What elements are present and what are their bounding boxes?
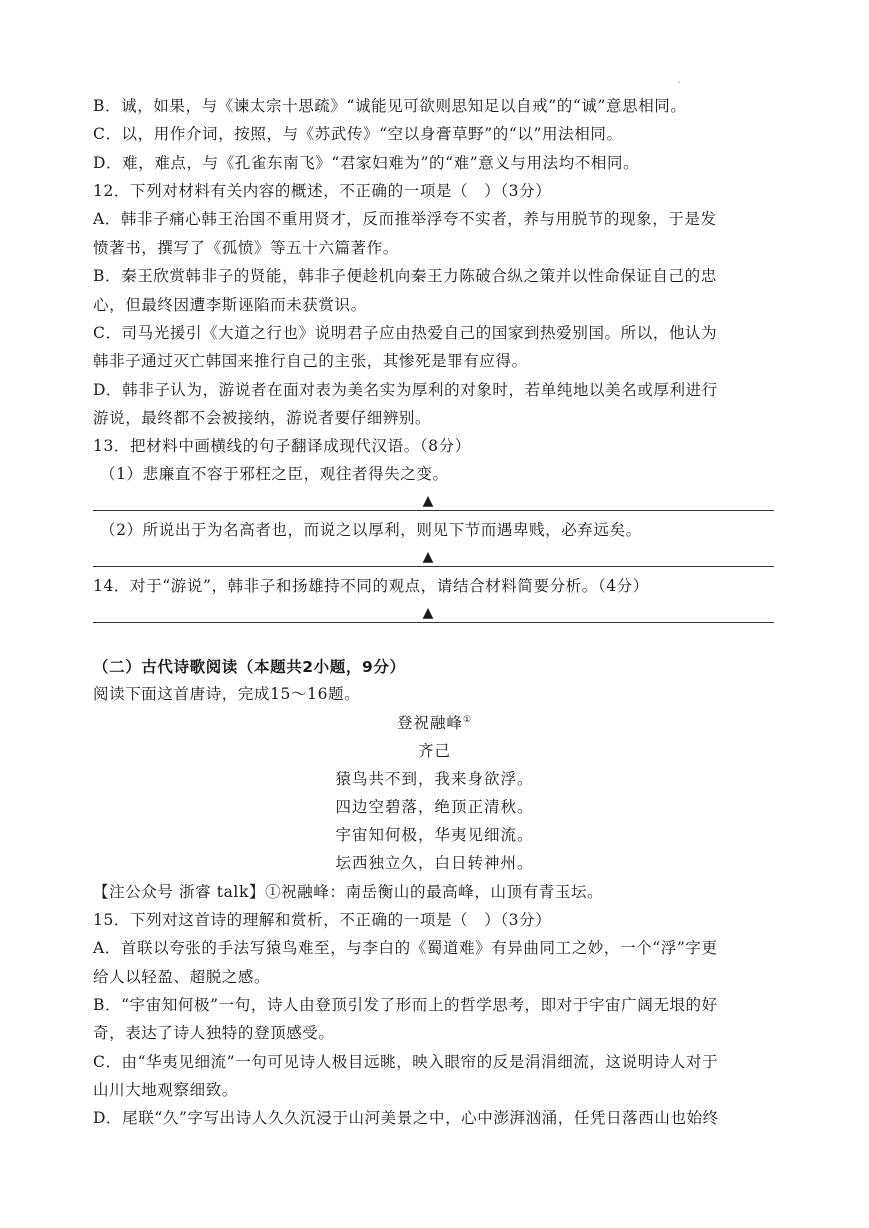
option-c-q15-line1: C．由“华夷见细流”一句可见诗人极目远眺，映入眼帘的反是涓涓细流，这说明诗人对于	[93, 1053, 719, 1071]
answer-line[interactable]	[93, 566, 774, 567]
option-d-q15-line1: D．尾联“久”字写出诗人久久沉浸于山河美景之中，心中澎湃汹涌，任凭日落西山也始终	[93, 1109, 719, 1127]
answer-marker: ▲	[422, 549, 434, 565]
page-mark: '	[678, 80, 681, 89]
poem-verse: 宇宙知何极，华夷见细流。	[335, 826, 534, 844]
answer-line[interactable]	[93, 622, 774, 623]
answer-marker: ▲	[422, 493, 434, 509]
option-b-q15-line1: B．“宇宙知何极”一句，诗人由登顶引发了形而上的哲学思考，即对于宇宙广阔无垠的好	[93, 996, 718, 1014]
question-12: 12．下列对材料有关内容的概述，不正确的一项是（ ）（3分）	[93, 182, 552, 200]
answer-line[interactable]	[93, 510, 774, 511]
poem-title: 登祝融峰①	[396, 714, 473, 732]
option-d-q12-line1: D．韩非子认为，游说者在面对表为美名实为厚利的对象时，若单纯地以美名或厚利进行	[93, 381, 718, 399]
option-c-q15-line2: 山川大地观察细致。	[93, 1081, 238, 1099]
option-b-q15-line2: 奇，表达了诗人独特的登顶感受。	[93, 1024, 335, 1042]
option-b-q12-line1: B．秦王欣赏韩非子的贤能，韩非子便趁机向秦王力陈破合纵之策并以性命保证自己的忠	[93, 267, 717, 285]
option-c-q12-line2: 韩非子通过灭亡韩国来推行自己的主张，其惨死是罪有应得。	[93, 352, 528, 370]
poem-author: 齐己	[417, 742, 451, 760]
section-heading: （二）古代诗歌阅读（本题共2小题，9分）	[93, 658, 406, 676]
poem-verse: 四边空碧落，绝顶正清秋。	[335, 798, 534, 816]
poem-verse: 猿鸟共不到，我来身欲浮。	[335, 770, 534, 788]
question-13-part2: （2）所说出于为名高者也，而说之以厚利，则见下节而遇卑贱，必弃远矣。	[100, 521, 642, 539]
option-a-q15-line2: 给人以轻盈、超脱之感。	[93, 968, 271, 986]
poem-footnote: 【注公众号 浙睿 talk】①祝融峰：南岳衡山的最高峰，山顶有青玉坛。	[93, 883, 604, 901]
option-b-q12-line2: 心，但最终因遭李斯诬陷而未获赏识。	[93, 296, 367, 314]
question-14: 14．对于“游说”，韩非子和扬雄持不同的观点，请结合材料简要分析。（4分）	[93, 577, 649, 595]
question-13: 13．把材料中画横线的句子翻译成现代汉语。（8分）	[93, 437, 471, 455]
answer-marker: ▲	[422, 605, 434, 621]
option-c-q11: C．以，用作介词，按照，与《苏武传》“空以身膏草野”的“以”用法相同。	[93, 125, 623, 143]
option-a-q12-line1: A．韩非子痛心韩王治国不重用贤才，反而推举浮夸不实者，养与用脱节的现象，于是发	[93, 210, 717, 228]
option-a-q12-line2: 愤著书，撰写了《孤愤》等五十六篇著作。	[93, 239, 399, 257]
option-d-q11: D．难，难点，与《孔雀东南飞》“君家妇难为”的“难”意义与用法均不相同。	[93, 154, 640, 172]
reading-instruction: 阅读下面这首唐诗，完成15～16题。	[93, 685, 361, 703]
question-13-part1: （1）悲廉直不容于邪枉之臣，观往者得失之变。	[100, 465, 449, 483]
option-b-q11: B．诚，如果，与《谏太宗十思疏》“诚能见可欲则思知足以自戒”的“诚”意思相同。	[93, 97, 687, 115]
option-a-q15-line1: A．首联以夸张的手法写猿鸟难至，与李白的《蜀道难》有异曲同工之妙，一个“浮”字更	[93, 939, 718, 957]
option-d-q12-line2: 游说，最终都不会被接纳，游说者要仔细辨别。	[93, 409, 432, 427]
poem-verse: 坛西独立久，白日转神州。	[335, 854, 534, 872]
question-15: 15．下列对这首诗的理解和赏析，不正确的一项是（ ）（3分）	[93, 911, 552, 929]
footnote-mark: ①	[462, 714, 473, 725]
option-c-q12-line1: C．司马光援引《大道之行也》说明君子应由热爱自己的国家到热爱别国。所以，他认为	[93, 324, 718, 342]
